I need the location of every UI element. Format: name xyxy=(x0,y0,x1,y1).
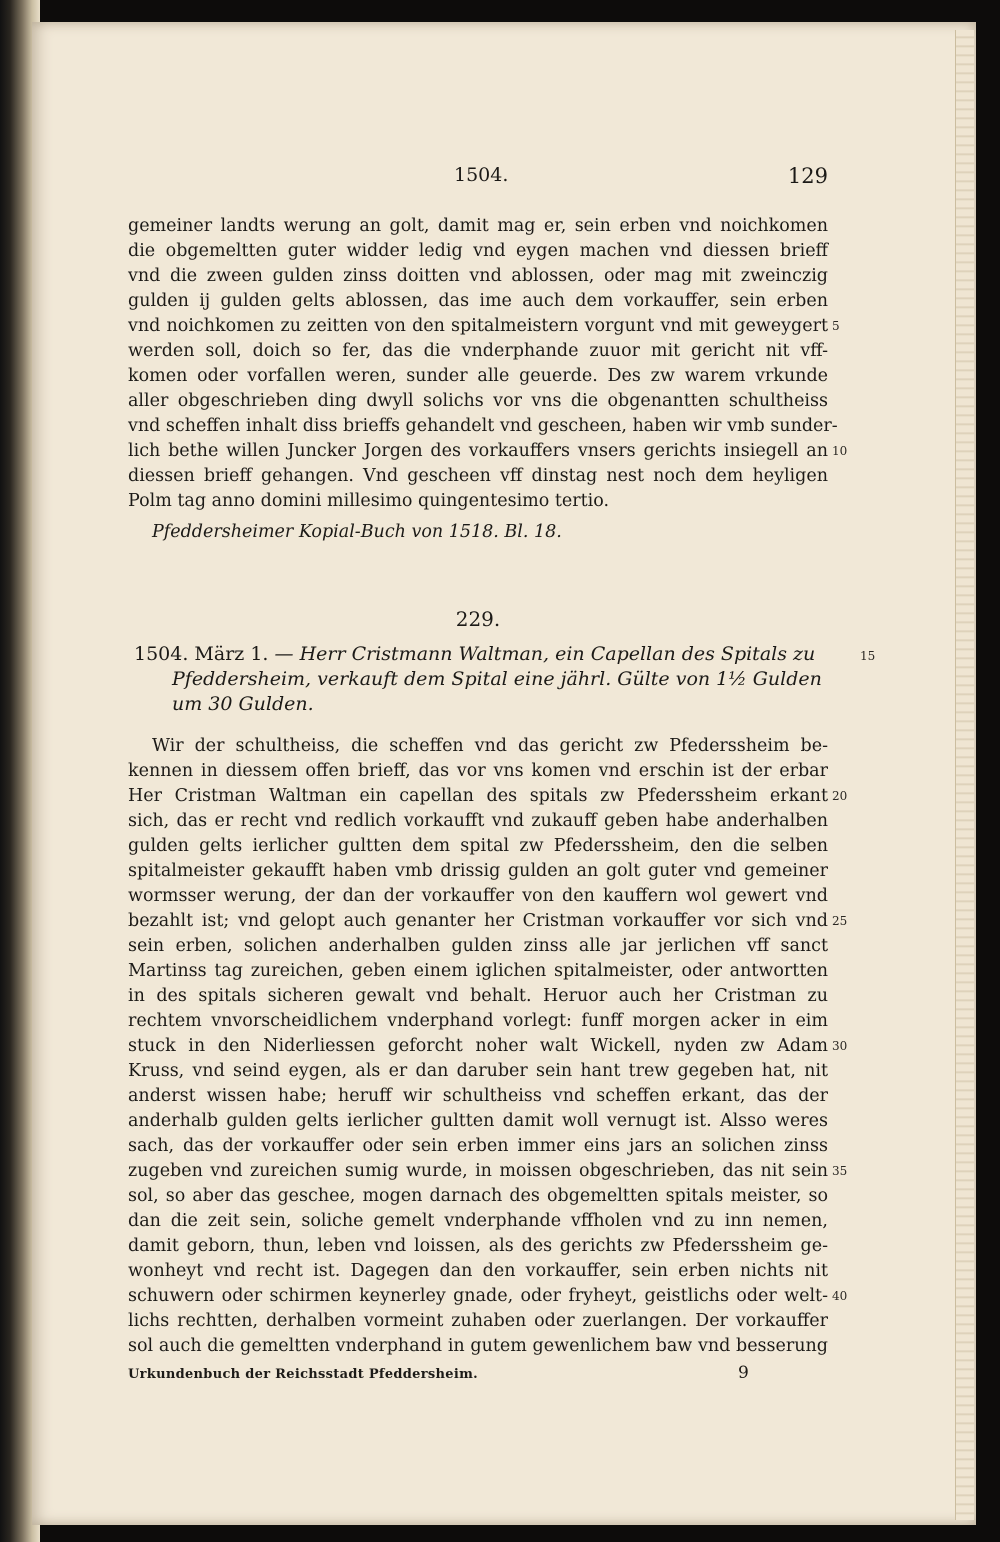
text-line: Her Cristman Waltman ein capellan des spitals zw Pfederssheim erkant xyxy=(128,786,828,806)
text-line: spitalmeister gekaufft haben vmb drissig gulden an golt guter vnd gemeiner xyxy=(128,861,828,881)
text-line: dan die zeit sein, soliche gemelt vnderphande vffholen vnd zu inn nemen, xyxy=(128,1211,828,1231)
text-line: aller obgeschrieben ding dwyll solichs vor vns die obgenantten schultheiss xyxy=(128,391,828,411)
continuation-paragraph xyxy=(128,214,838,514)
text-line: vnd scheffen inhalt diss brieffs gehandelt vnd gescheen, haben wir vmb sunder- xyxy=(128,416,838,436)
text-line: wormsser werung, der dan der vorkauffer von den kauffern wol gewert vnd xyxy=(128,886,828,906)
text-line: diessen brieff gehangen. Vnd gescheen vff dinstag nest noch dem heyligen xyxy=(128,466,828,486)
line-number: 20 xyxy=(832,789,848,803)
text-line: sach, das der vorkauffer oder sein erben immer eins jars an solichen zinss xyxy=(128,1136,828,1156)
source-citation: Pfeddersheimer Kopial-Buch von 1518. Bl. 18. xyxy=(152,522,562,542)
text-line: gulden gelts ierlicher gultten dem spital zw Pfederssheim, den die selben xyxy=(128,836,828,856)
text-line: Polm tag anno domini millesimo quingentesimo tertio. xyxy=(128,491,610,511)
text-line: damit geborn, thun, leben vnd loissen, als des gerichts zw Pfederssheim ge- xyxy=(128,1236,828,1256)
text-line: lichs rechtten, derhalben vormeint zuhaben oder zuerlangen. Der vorkauffer xyxy=(128,1311,828,1331)
document-regest xyxy=(134,642,854,717)
line-number: 15 xyxy=(860,649,876,663)
document-body xyxy=(128,734,828,1359)
text-line: sich, das er recht vnd redlich vorkaufft vnd zukauff geben habe anderhalben xyxy=(128,811,828,831)
text-line: werden soll, doich so fer, das die vnderphande zuuor mit gericht nit vff- xyxy=(128,341,828,361)
text-line: gulden ij gulden gelts ablossen, das ime auch dem vorkauffer, sein erben xyxy=(128,291,828,311)
page-number: 129 xyxy=(787,164,828,188)
footer-title: Urkundenbuch der Reichsstadt Pfeddersheim. xyxy=(128,1367,478,1382)
text-line: komen oder vorfallen weren, sunder alle geuerde. Des zw warem vrkunde xyxy=(128,366,828,386)
text-line: vnd noichkomen zu zeitten von den spitalmeistern vorgunt vnd mit geweygert xyxy=(128,316,828,336)
running-head-year: 1504. xyxy=(454,164,509,186)
text-line: Martinss tag zureichen, geben einem iglichen spitalmeister, oder antwortten xyxy=(128,961,828,981)
text-line: stuck in den Niderliessen geforcht noher walt Wickell, nyden zw Adam xyxy=(128,1036,828,1056)
regest-date: 1504. März 1. xyxy=(134,643,269,665)
text-line: gemeiner landts werung an golt, damit mag er, sein erben vnd noichkomen xyxy=(128,216,828,236)
text-line: die obgemeltten guter widder ledig vnd eygen machen vnd diessen brieff xyxy=(128,241,828,261)
line-number: 5 xyxy=(832,319,840,333)
text-line: lich bethe willen Juncker Jorgen des vorkauffers vnsers gerichts insiegell an xyxy=(128,441,828,461)
text-line: bezahlt ist; vnd gelopt auch genanter her Cristman vorkauffer vor sich vnd xyxy=(128,911,828,931)
signature-mark: 9 xyxy=(738,1363,750,1383)
text-line: Kruss, vnd seind eygen, als er dan daruber sein hant trew gegeben hat, nit xyxy=(128,1061,828,1081)
text-line: wonheyt vnd recht ist. Dagegen dan den vorkauffer, sein erben nichts nit xyxy=(128,1261,828,1281)
page-footer xyxy=(128,1363,828,1383)
text-line: schuwern oder schirmen keynerley gnade, oder fryheyt, geistlichs oder welt- xyxy=(128,1286,828,1306)
text-line: Wir der schultheiss, die scheffen vnd das gericht zw Pfederssheim be- xyxy=(152,736,828,756)
text-line: sol, so aber das geschee, mogen darnach des obgemeltten spitals meister, so xyxy=(128,1186,828,1206)
regest-line: Pfeddersheim, verkauft dem Spital eine jährl. Gülte von 1½ Gulden xyxy=(172,668,822,690)
line-number: 10 xyxy=(832,444,848,458)
text-line: sol auch die gemeltten vnderphand in gutem gewenlichem baw vnd besserung xyxy=(128,1336,828,1356)
line-number: 35 xyxy=(832,1164,848,1178)
text-line: in des spitals sicheren gewalt vnd behalt. Heruor auch her Cristman zu xyxy=(128,986,828,1006)
text-line: zugeben vnd zureichen sumig wurde, in moissen obgeschrieben, das nit sein xyxy=(128,1161,828,1181)
line-number: 40 xyxy=(832,1289,848,1303)
line-number: 25 xyxy=(832,914,848,928)
regest-line: um 30 Gulden. xyxy=(172,693,314,715)
text-line: anderhalb gulden gelts ierlicher gultten damit woll vernugt ist. Alsso weres xyxy=(128,1111,828,1131)
line-number: 30 xyxy=(832,1039,848,1053)
text-line: vnd die zween gulden zinss doitten vnd ablossen, oder mag mit zweinczig xyxy=(128,266,828,286)
text-line: rechtem vnvorscheidlichem vnderphand vorlegt: funff morgen acker in eim xyxy=(128,1011,828,1031)
document-number: 229. xyxy=(455,607,501,631)
text-line: sein erben, solichen anderhalben gulden zinss alle jar jerlichen vff sanct xyxy=(128,936,828,956)
book-page xyxy=(32,22,976,1525)
text-line: kennen in diessem offen brieff, das vor vns komen vnd erschin ist der erbar xyxy=(128,761,828,781)
regest-summary-start: — Herr Cristmann Waltman, ein Capellan des Spitals zu xyxy=(274,643,816,665)
regest-first-line xyxy=(134,642,854,667)
running-head xyxy=(128,164,828,192)
text-line: anderst wissen habe; heruff wir schultheiss vnd scheffen erkant, das der xyxy=(128,1086,828,1106)
page-edge xyxy=(955,30,974,1520)
